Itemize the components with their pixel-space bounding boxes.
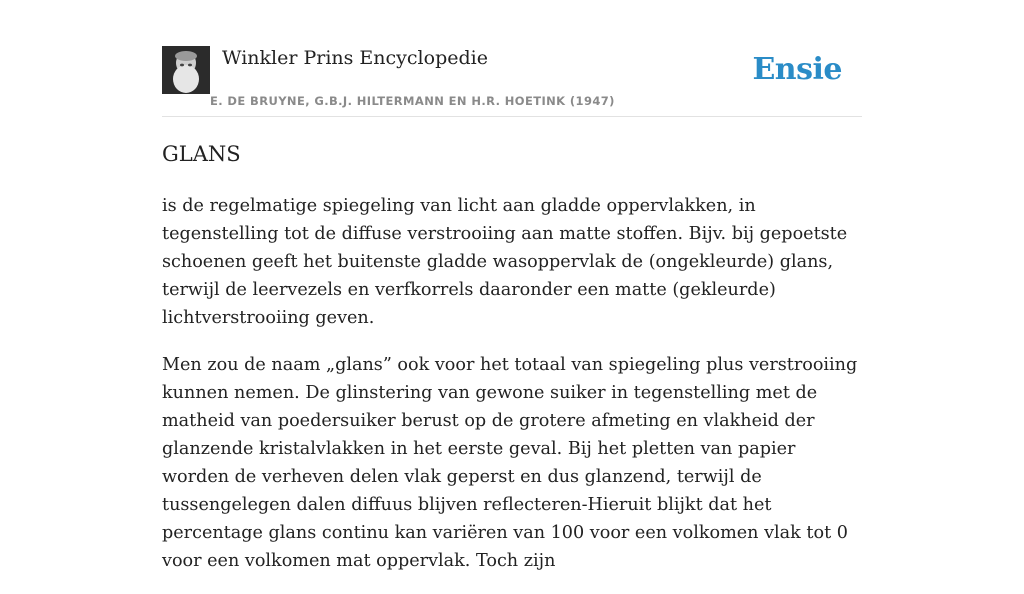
entry-body — [162, 192, 867, 594]
site-title[interactable]: Winkler Prins Encyclopedie — [222, 47, 488, 69]
site-header — [162, 46, 862, 117]
author-avatar[interactable] — [162, 46, 210, 94]
brand-logo[interactable]: Ensie — [752, 52, 842, 87]
paragraph: is de regelmatige spiegeling van licht aan gladde oppervlakken, in tegenstelling tot de diffuse verstrooiing aan matte stoffen. Bijv. bij gepoetste schoenen geeft het buitenste gladde wasoppervlak de (ongekleurde) glans, terwijl de leervezels en verfkorrels daaronder een matte (gekleurde) lichtverstrooiing geven. — [162, 196, 848, 328]
author-byline: E. DE BRUYNE, G.B.J. HILTERMANN EN H.R. HOETINK (1947) — [210, 94, 615, 108]
paragraph: Men zou de naam „glans” ook voor het totaal van spiegeling plus verstrooiing kunnen nemen. De glinstering van gewone suiker in tegenstelling met de matheid van poedersuiker berust op de grotere afmeting en vlakheid der glanzende kristalvlakken in het eerste geval. Bij het pletten van papier worden de verheven delen vlak geperst en dus glanzend, terwijl de tussengelegen dalen diffuus blijven reflecteren-Hieruit blijkt dat het percentage glans continu kan variëren van 100 voor een volkomen vlak tot 0 voor een volkomen mat oppervlak. Toch zijn — [162, 355, 858, 571]
author-portrait-icon — [162, 46, 210, 94]
entry-title: GLANS — [162, 142, 241, 166]
